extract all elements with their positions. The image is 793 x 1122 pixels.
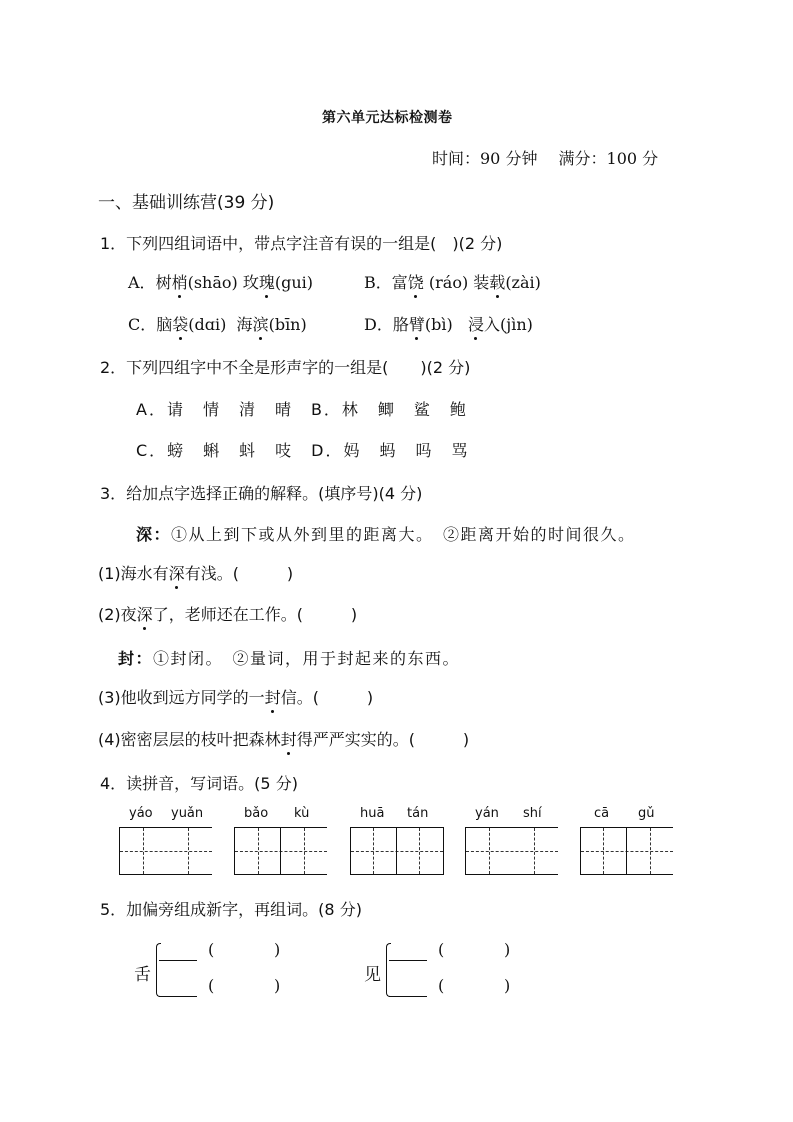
- q3-item-4: [98, 727, 469, 750]
- character-cells[interactable]: [119, 827, 212, 875]
- guide-line: [188, 828, 189, 874]
- option-label: C．: [128, 315, 157, 334]
- time-limit: 时间：90 分钟: [432, 149, 538, 168]
- guide-line: [143, 828, 144, 874]
- dotted-char: 封: [281, 727, 297, 750]
- pinyin: (shāo): [187, 273, 238, 292]
- pinyin: (zài): [505, 273, 541, 292]
- cell-divider: [626, 828, 627, 874]
- character-cells[interactable]: [234, 827, 327, 875]
- guide-line: [373, 828, 374, 874]
- text: (4)密密层层的枝叶把森林: [98, 730, 281, 749]
- q1-option-a: [128, 270, 313, 293]
- pinyin: (ráo): [423, 273, 469, 292]
- pinyin: (bì): [424, 315, 453, 334]
- dotted-char: 饶: [408, 270, 424, 293]
- option-label: B．: [364, 273, 392, 292]
- dotted-char: 滨: [253, 312, 269, 335]
- q2-options-row-1: A．请 情 清 晴 B．林 鲫 鲨 鲍: [136, 400, 468, 419]
- text: 得严严实实的。( ): [296, 730, 470, 749]
- paren-open: (: [438, 940, 445, 959]
- q3-item-2: [98, 602, 357, 625]
- exam-title: 第六单元达标检测卷: [322, 110, 453, 126]
- cell-divider: [396, 828, 397, 874]
- guide-line: [235, 851, 327, 852]
- pinyin: gǔ: [638, 806, 655, 821]
- base-char: 舌: [134, 965, 151, 985]
- guide-line: [258, 828, 259, 874]
- section-heading: 一、基础训练营(39 分): [98, 193, 275, 213]
- dotted-char: 瑰: [259, 270, 275, 293]
- q1-option-c: [128, 312, 307, 335]
- paren-close: ): [504, 976, 511, 995]
- brace-icon: [386, 943, 391, 997]
- guide-line: [351, 851, 443, 852]
- text: 信。( ): [280, 688, 374, 707]
- paren-open: (: [208, 976, 215, 995]
- char: 海: [236, 315, 253, 334]
- char: 脑: [156, 315, 173, 334]
- q2-options-row-2: C．螃 蝌 蚪 吱 D．妈 蚂 吗 骂: [136, 441, 470, 460]
- pinyin: bǎo: [244, 806, 269, 821]
- definition-head: 封：: [118, 649, 154, 668]
- base-char: 见: [364, 965, 381, 985]
- answer-line-2[interactable]: [389, 996, 427, 997]
- dotted-char: 袋: [172, 312, 188, 335]
- character-cells[interactable]: [580, 827, 673, 875]
- dotted-char: 臂: [409, 312, 425, 335]
- char: 装: [473, 273, 490, 292]
- answer-line-1[interactable]: [159, 960, 197, 961]
- dotted-char: 梢: [172, 270, 188, 293]
- definition-body: ①从上到下或从外到里的距离大。 ②距离开始的时间很久。: [171, 525, 636, 544]
- definition-body: ①封闭。 ②量词，用于封起来的东西。: [153, 649, 461, 668]
- pinyin: shí: [523, 806, 542, 821]
- character-cells[interactable]: [465, 827, 558, 875]
- paren-close: ): [274, 976, 281, 995]
- pinyin: tán: [407, 806, 429, 821]
- q3-item-3: [98, 685, 373, 708]
- q4-stem: 4．读拼音，写词语。(5 分): [100, 774, 298, 793]
- paren-open: (: [208, 940, 215, 959]
- definition-head: 深：: [136, 525, 172, 544]
- pinyin: (dɑi): [188, 315, 227, 334]
- guide-line: [581, 851, 673, 852]
- brace-icon: [156, 943, 161, 997]
- guide-line: [534, 828, 535, 874]
- paren-open: (: [438, 976, 445, 995]
- q3-item-1: [98, 561, 293, 584]
- q1-option-d: [364, 312, 533, 335]
- pinyin: 入(jìn): [484, 315, 533, 334]
- character-cells[interactable]: [350, 827, 444, 875]
- text: (2)夜: [98, 605, 137, 624]
- answer-line-1[interactable]: [389, 960, 427, 961]
- pinyin: cā: [594, 806, 610, 821]
- pinyin: (bīn): [268, 315, 307, 334]
- option-label: A．: [128, 273, 156, 292]
- text: 有浅。( ): [184, 564, 294, 583]
- exam-meta: [432, 146, 662, 169]
- dotted-char: 深: [169, 561, 185, 584]
- char: 胳: [392, 315, 409, 334]
- q1-option-b: [364, 270, 541, 293]
- q1-stem: 1．下列四组词语中，带点字注音有误的一组是( )(2 分): [100, 234, 503, 253]
- guide-line: [603, 828, 604, 874]
- dotted-char: 载: [489, 270, 505, 293]
- char: 树: [155, 273, 172, 292]
- q3-definition-shen: [136, 522, 636, 545]
- pinyin: yán: [475, 806, 499, 821]
- option-label: D．: [364, 315, 393, 334]
- guide-line: [419, 828, 420, 874]
- dotted-char: 深: [137, 602, 153, 625]
- pinyin: huā: [360, 806, 385, 821]
- full-score: 满分：100 分: [558, 149, 659, 168]
- q3-stem: 3．给加点字选择正确的解释。(填序号)(4 分): [100, 484, 423, 503]
- q5-stem: 5．加偏旁组成新字，再组词。(8 分): [100, 900, 362, 919]
- pinyin: yuǎn: [171, 806, 204, 821]
- q3-definition-feng: [118, 646, 460, 669]
- guide-line: [466, 851, 558, 852]
- cell-divider: [280, 828, 281, 874]
- guide-line: [120, 851, 212, 852]
- guide-line: [650, 828, 651, 874]
- pinyin: kù: [294, 806, 310, 821]
- char: 富: [391, 273, 408, 292]
- text: (1)海水有: [98, 564, 169, 583]
- pinyin: yáo: [129, 806, 153, 821]
- guide-line: [489, 828, 490, 874]
- q2-stem: 2．下列四组字中不全是形声字的一组是( )(2 分): [100, 358, 471, 377]
- pinyin: (gui): [274, 273, 314, 292]
- answer-line-2[interactable]: [159, 996, 197, 997]
- char: 玫: [242, 273, 259, 292]
- pinyin-writing-grid: [119, 806, 679, 876]
- paren-close: ): [504, 940, 511, 959]
- text: 了，老师还在工作。( ): [152, 605, 358, 624]
- paren-close: ): [274, 940, 281, 959]
- guide-line: [304, 828, 305, 874]
- dotted-char: 浸: [468, 312, 484, 335]
- text: (3)他收到远方同学的一: [98, 688, 265, 707]
- dotted-char: 封: [265, 685, 281, 708]
